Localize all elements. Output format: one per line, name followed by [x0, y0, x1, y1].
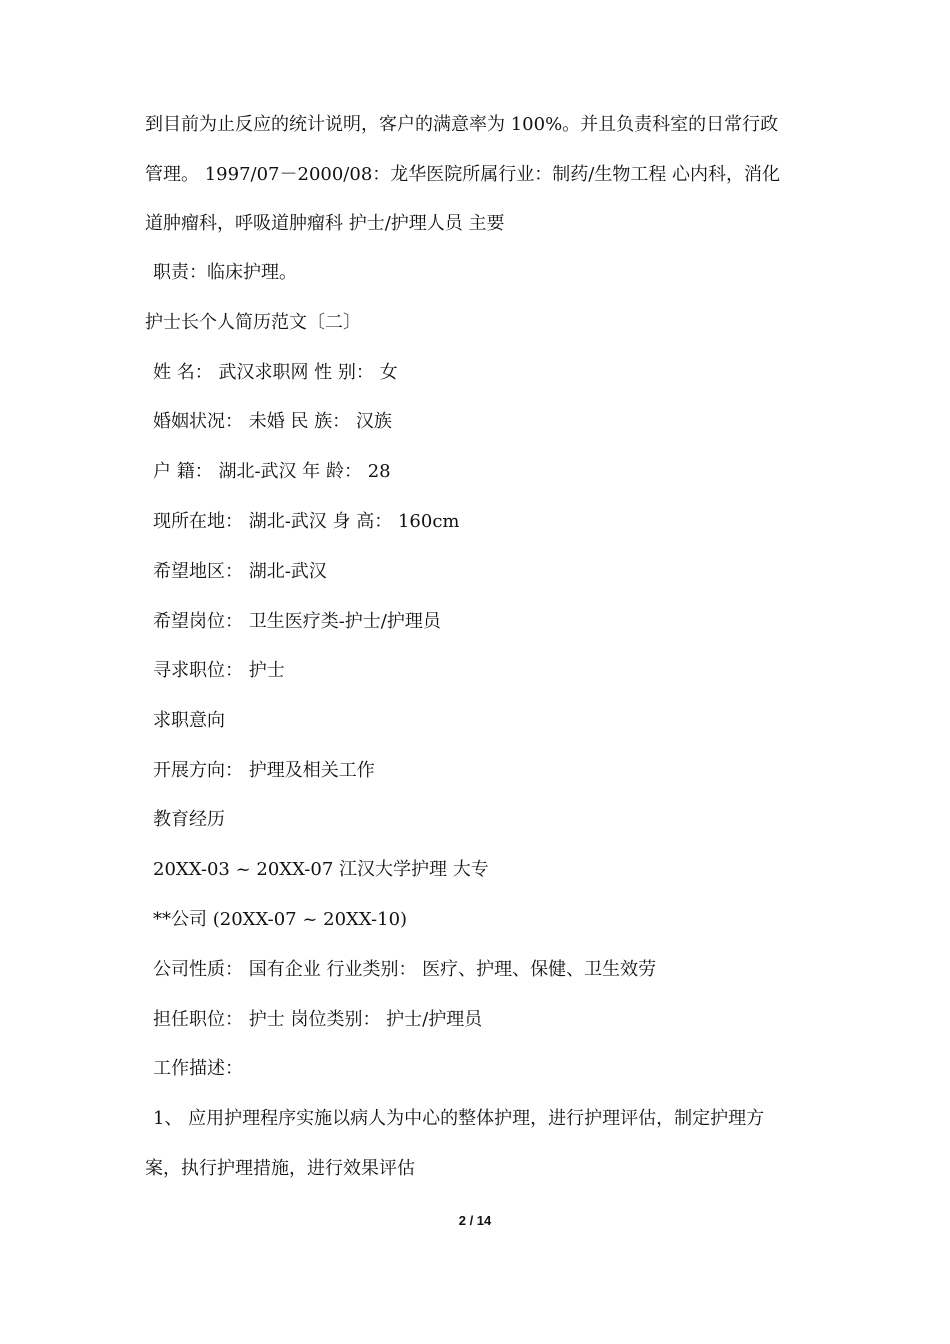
text-line: 现所在地： 湖北-武汉 身 高： 160cm — [153, 511, 460, 532]
text-line: 户 籍： 湖北-武汉 年 龄： 28 — [153, 461, 391, 482]
text-line: 开展方向： 护理及相关工作 — [153, 760, 375, 781]
text-line: 担任职位： 护士 岗位类别： 护士/护理员 — [153, 1009, 483, 1030]
text-line: 婚姻状况： 未婚 民 族： 汉族 — [153, 411, 392, 432]
text-line: 管理。 1997/07－2000/08：龙华医院所属行业：制药/生物工程 心内科，消化 — [145, 164, 781, 185]
text-line: 公司性质： 国有企业 行业类别： 医疗、护理、保健、卫生效劳 — [153, 959, 657, 980]
text-line: 寻求职位： 护士 — [153, 660, 285, 681]
text-line: 道肿瘤科，呼吸道肿瘤科 护士/护理人员 主要 — [145, 213, 505, 234]
text-line: **公司 (20XX-07 ~ 20XX-10) — [153, 909, 408, 930]
text-line: 希望岗位： 卫生医疗类-护士/护理员 — [153, 611, 441, 632]
text-line: 求职意向 — [153, 710, 225, 731]
text-line: 教育经历 — [153, 809, 225, 830]
text-line: 案，执行护理措施，进行效果评估 — [145, 1158, 415, 1179]
text-line: 姓 名： 武汉求职网 性 别： 女 — [153, 362, 398, 383]
text-line: 到目前为止反应的统计说明，客户的满意率为 100%。并且负责科室的日常行政 — [145, 114, 779, 135]
text-line: 20XX-03 ~ 20XX-07 江汉大学护理 大专 — [153, 859, 489, 880]
page-number: 2 / 14 — [458, 1213, 492, 1228]
text-line: 希望地区： 湖北-武汉 — [153, 561, 327, 582]
section-heading: 护士长个人简历范文〔二〕 — [145, 312, 361, 333]
text-line: 职责：临床护理。 — [153, 262, 297, 283]
text-line: 1、 应用护理程序实施以病人为中心的整体护理，进行护理评估，制定护理方 — [153, 1108, 765, 1129]
text-line: 工作描述： — [153, 1058, 243, 1079]
